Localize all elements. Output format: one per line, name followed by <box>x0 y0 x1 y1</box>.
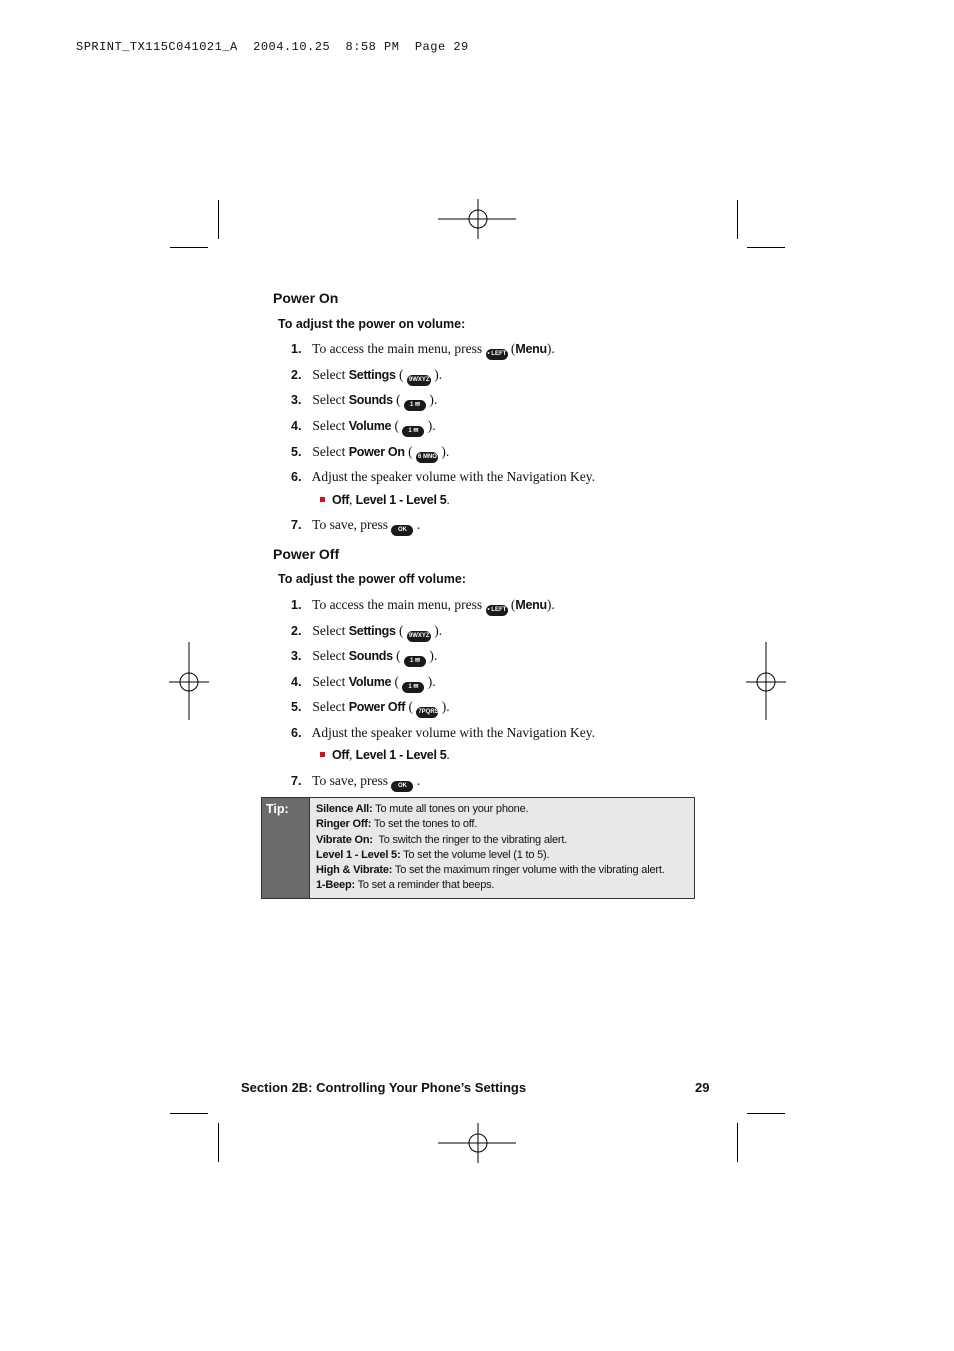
footer-section-title: Section 2B: Controlling Your Phone’s Settings <box>241 1080 527 1095</box>
step-item: 3. Select Sounds ( 1 ✉ ). <box>291 391 437 409</box>
menu-keyword: Menu <box>515 598 547 612</box>
step-item: 1. To access the main menu, press • LEFT (Menu). <box>291 596 555 614</box>
crop-mark <box>747 247 785 248</box>
tip-line: Vibrate On: To switch the ringer to the vibrating alert. <box>316 833 568 846</box>
bullet-square-icon <box>320 497 325 502</box>
key-9-icon: 9WXYZ <box>407 375 431 386</box>
step-text: Select <box>312 367 346 382</box>
tip-line: Ringer Off: To set the tones to off. <box>316 818 478 831</box>
settings-keyword: Settings <box>348 624 396 638</box>
crop-mark <box>170 1113 208 1114</box>
ok-key-icon: OK <box>391 525 413 536</box>
step-number: 6. <box>291 470 302 484</box>
step-number: 1. <box>291 598 302 612</box>
step-number: 3. <box>291 393 302 407</box>
crop-mark <box>737 200 738 239</box>
step-text: Select <box>312 418 346 433</box>
step-text: To save, press <box>312 773 389 788</box>
subheading-power-off: To adjust the power off volume: <box>278 572 466 586</box>
volume-keyword: Volume <box>348 419 392 433</box>
footer-page-number: 29 <box>695 1080 710 1095</box>
step-item: 3. Select Sounds ( 1 ✉ ). <box>291 647 437 665</box>
step-item: 7. To save, press OK . <box>291 516 420 534</box>
option-bullet: Off, Level 1 - Level 5. <box>320 746 450 764</box>
step-item: 2. Select Settings ( 9WXYZ ). <box>291 366 442 384</box>
step-number: 4. <box>291 675 302 689</box>
step-item <box>291 468 595 486</box>
tip-line: Silence All: To mute all tones on your phone. <box>316 803 529 815</box>
menu-keyword: Menu <box>515 342 547 356</box>
key-9-icon: 9WXYZ <box>407 631 431 642</box>
step-number: 7. <box>291 518 302 532</box>
step-text: Adjust the speaker volume with the Navigation Key. <box>311 725 595 740</box>
crop-mark <box>737 1123 738 1162</box>
tip-box <box>261 797 695 899</box>
tip-body <box>310 798 665 898</box>
key-1-icon: 1 ✉ <box>402 426 424 437</box>
step-number: 2. <box>291 624 302 638</box>
sounds-keyword: Sounds <box>348 649 393 663</box>
tip-line: 1-Beep: To set a reminder that beeps. <box>316 879 495 892</box>
step-item: 5. Select Power On ( 6 MNO ). <box>291 443 449 461</box>
tip-line: High & Vibrate: To set the maximum ringer volume with the vibrating alert. <box>316 864 665 877</box>
step-number: 1. <box>291 342 302 356</box>
step-text: To save, press <box>312 517 389 532</box>
key-6-icon: 6 MNO <box>416 452 438 463</box>
tip-label: Tip: <box>262 798 310 898</box>
step-text: Adjust the speaker volume with the Navigation Key. <box>311 469 595 484</box>
key-1-icon: 1 ✉ <box>402 682 424 693</box>
power-on-keyword: Power On <box>348 445 405 459</box>
option-bullet: Off, Level 1 - Level 5. <box>320 491 450 509</box>
key-1-icon: 1 ✉ <box>404 400 426 411</box>
step-number: 5. <box>291 445 302 459</box>
step-number: 4. <box>291 419 302 433</box>
step-item: 5. Select Power Off ( 7PQRS ). <box>291 698 450 716</box>
registration-mark-left <box>169 642 209 722</box>
registration-mark-top <box>438 199 518 239</box>
step-text: To access the main menu, press <box>312 341 483 356</box>
tip-line: Level 1 - Level 5: To set the volume level (1 to 5). <box>316 848 550 861</box>
print-slug-line: SPRINT_TX115C041021_A 2004.10.25 8:58 PM Page 29 <box>76 40 469 54</box>
left-softkey-icon: • LEFT <box>486 349 508 360</box>
crop-mark <box>218 200 219 239</box>
step-text: Select <box>312 699 346 714</box>
step-text: Select <box>312 648 346 663</box>
settings-keyword: Settings <box>348 368 396 382</box>
step-item: 2. Select Settings ( 9WXYZ ). <box>291 622 442 640</box>
step-item: 4. Select Volume ( 1 ✉ ). <box>291 417 436 435</box>
volume-keyword: Volume <box>348 675 392 689</box>
crop-mark <box>747 1113 785 1114</box>
step-number: 3. <box>291 649 302 663</box>
sounds-keyword: Sounds <box>348 393 393 407</box>
section-heading-power-off: Power Off <box>273 546 340 562</box>
step-text: Select <box>312 392 346 407</box>
crop-mark <box>170 247 208 248</box>
step-item: 4. Select Volume ( 1 ✉ ). <box>291 673 436 691</box>
key-1-icon: 1 ✉ <box>404 656 426 667</box>
power-off-keyword: Power Off <box>348 700 406 714</box>
section-heading-power-on: Power On <box>273 290 339 306</box>
step-number: 7. <box>291 774 302 788</box>
registration-mark-right <box>746 642 786 722</box>
subheading-power-on: To adjust the power on volume: <box>278 317 466 331</box>
key-7-icon: 7PQRS <box>416 707 438 718</box>
ok-key-icon: OK <box>391 781 413 792</box>
bullet-square-icon <box>320 752 325 757</box>
crop-mark <box>218 1123 219 1162</box>
left-softkey-icon: • LEFT <box>486 605 508 616</box>
step-text: To access the main menu, press <box>312 597 483 612</box>
step-item: 1. To access the main menu, press • LEFT (Menu). <box>291 340 555 358</box>
step-text: Select <box>312 444 346 459</box>
step-number: 2. <box>291 368 302 382</box>
step-item: 7. To save, press OK . <box>291 772 420 790</box>
step-number: 6. <box>291 726 302 740</box>
step-number: 5. <box>291 700 302 714</box>
step-item <box>291 724 595 742</box>
registration-mark-bottom <box>438 1123 518 1163</box>
step-text: Select <box>312 674 346 689</box>
step-text: Select <box>312 623 346 638</box>
